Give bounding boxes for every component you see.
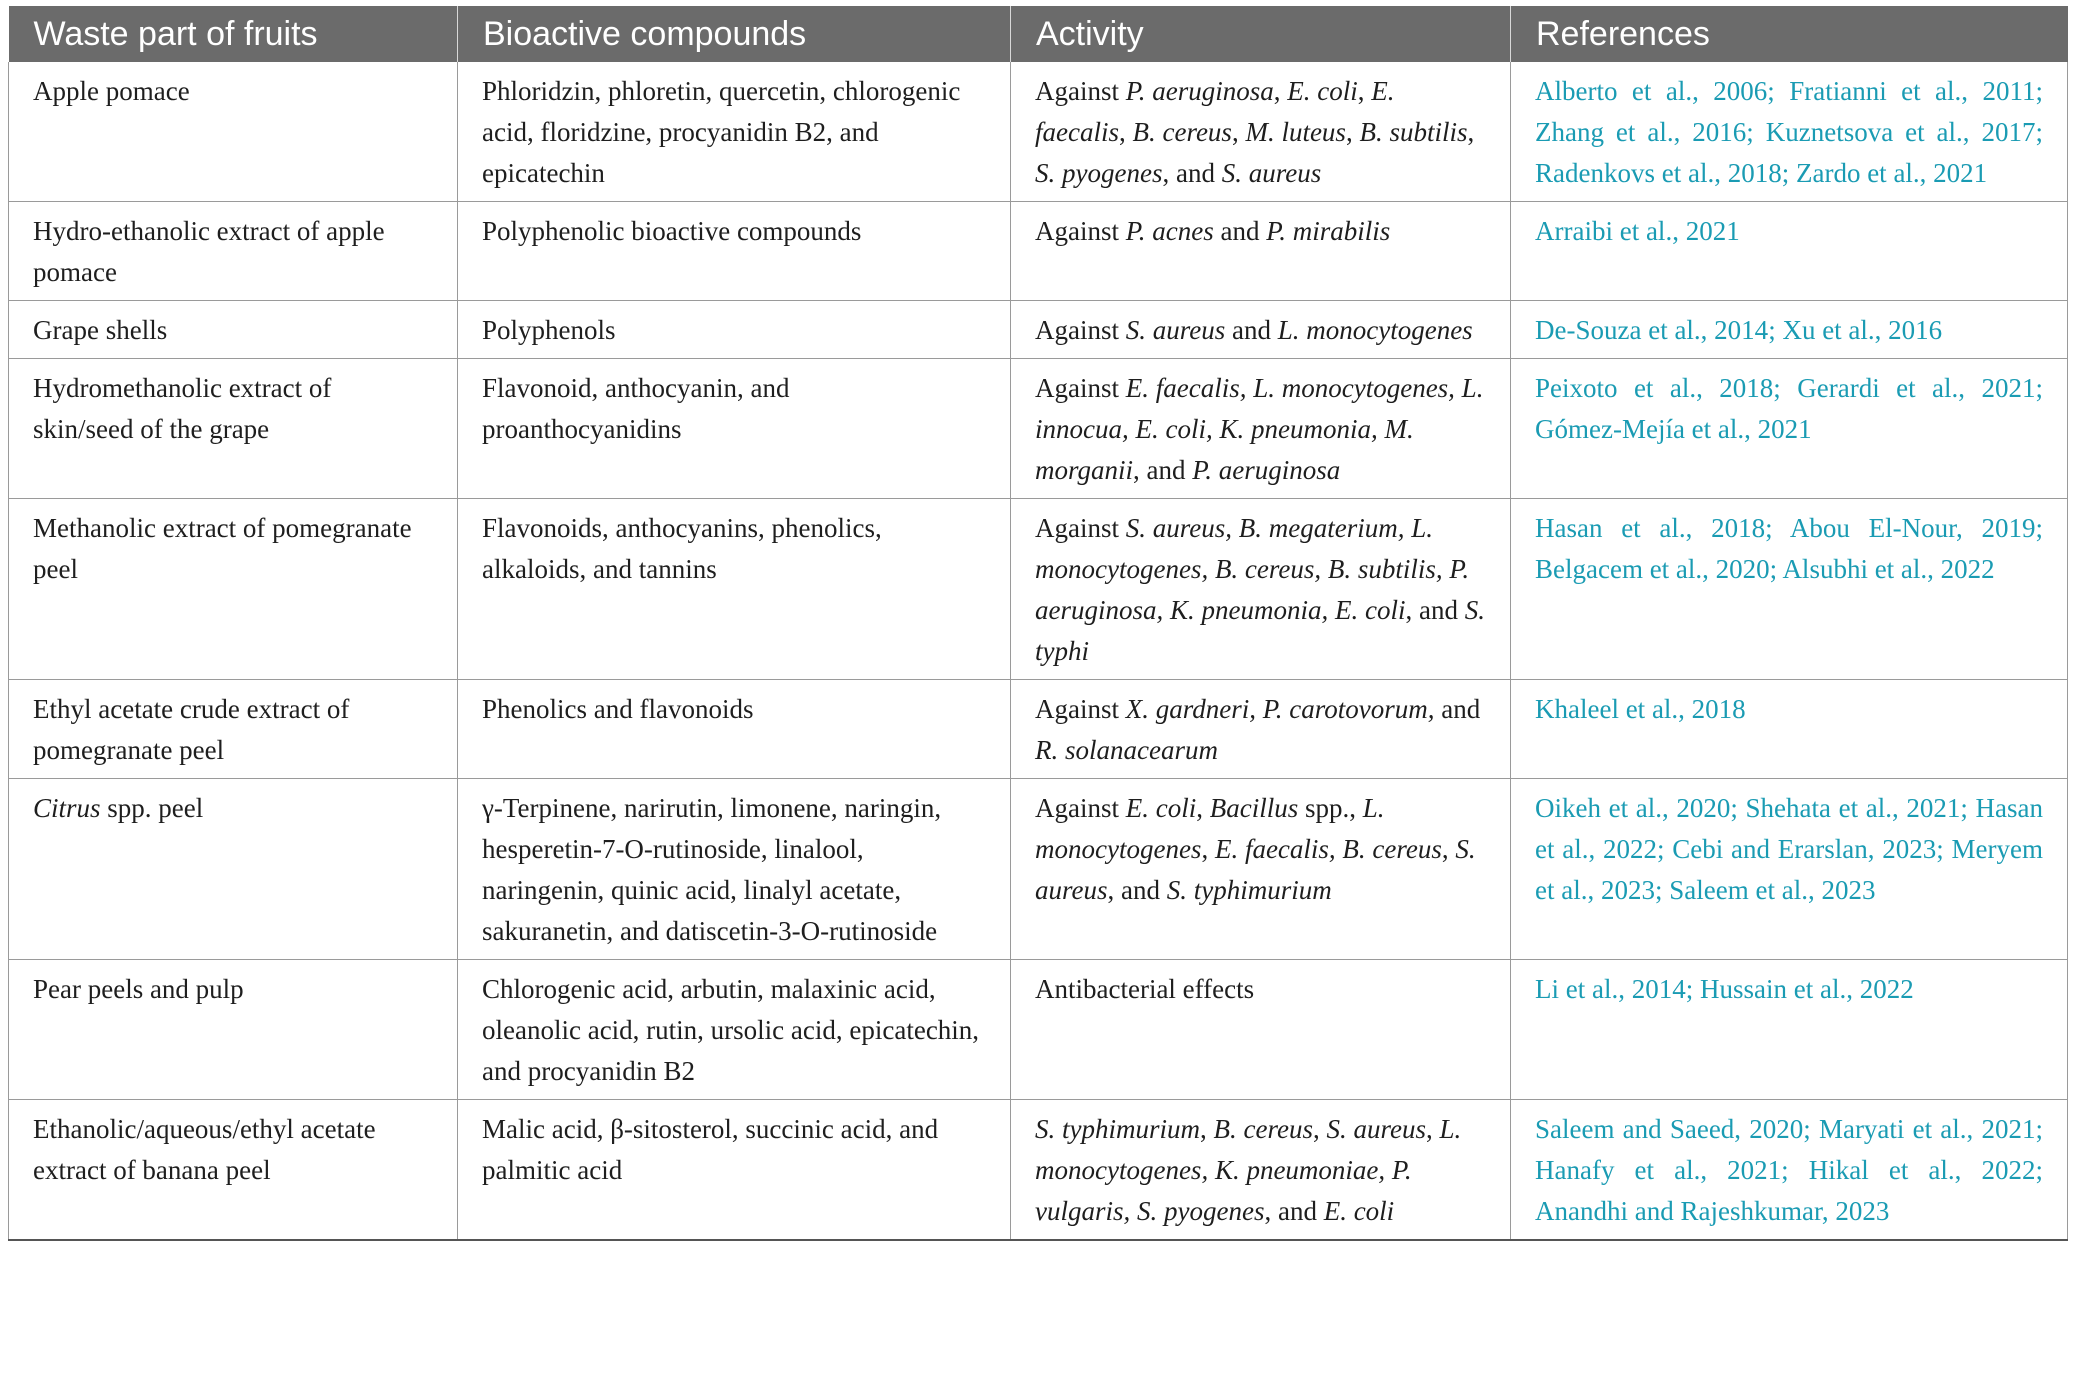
text: Polyphenols — [482, 315, 616, 345]
text: γ-Terpinene, narirutin, limonene, naringin, hesperetin-7-O-rutinoside, linalool, naringenin, quinic acid, linalyl acetate, sakuranetin, and datiscetin-3-O-rutinoside — [482, 793, 942, 946]
text: Apple pomace — [33, 76, 190, 106]
text: Flavonoids, anthocyanins, phenolics, alkaloids, and tannins — [482, 513, 882, 584]
text: , — [1441, 834, 1456, 864]
text: , — [1118, 117, 1133, 147]
text: , and — [1264, 1196, 1324, 1226]
cell-activity — [1011, 202, 1511, 301]
text: and — [1225, 315, 1278, 345]
header-row — [9, 6, 2068, 62]
text: ; — [1781, 1155, 1809, 1185]
reference-link[interactable]: Peixoto et al., 2018 — [1535, 373, 1774, 403]
text: ; — [1685, 974, 1700, 1004]
text: ; — [1657, 834, 1673, 864]
text: Against — [1035, 513, 1126, 543]
table-body — [9, 62, 2068, 1240]
text: ; — [2035, 1114, 2043, 1144]
italic-text: P. mirabilis — [1266, 216, 1391, 246]
cell-bioactive-compounds — [458, 202, 1011, 301]
table-row — [9, 62, 2068, 202]
italic-text: E. faecalis, L. monocytogenes, L. innocua, E. coli, K. pneumonia, M. morganii — [1035, 373, 1484, 485]
text: , and — [1107, 875, 1167, 905]
italic-text: S. typhi — [1035, 595, 1485, 666]
cell-activity — [1011, 359, 1511, 499]
text: Phenolics and flavonoids — [482, 694, 754, 724]
reference-link[interactable]: Hasan et al., 2022 — [1535, 793, 2043, 864]
cell-references — [1511, 779, 2068, 960]
reference-link[interactable]: Radenkovs et al., 2018 — [1535, 158, 1782, 188]
cell-activity — [1011, 960, 1511, 1100]
italic-text: B. subtilis — [1359, 117, 1468, 147]
text: ; — [1765, 513, 1790, 543]
text: , and — [1133, 455, 1193, 485]
reference-link[interactable]: Xu et al., 2016 — [1782, 315, 1943, 345]
table-row — [9, 499, 2068, 680]
text: Phloridzin, phloretin, quercetin, chlorogenic acid, floridzine, procyanidin B2, and epicatechin — [482, 76, 961, 188]
reference-link[interactable]: Cebi and Erarslan, 2023 — [1672, 834, 1937, 864]
text: ; — [1768, 315, 1783, 345]
reference-link[interactable]: Zardo et al., 2021 — [1795, 158, 1988, 188]
text: and — [1213, 216, 1267, 246]
italic-text: S. aureus — [1221, 158, 1322, 188]
italic-text: B. cereus — [1213, 1114, 1313, 1144]
text: Against — [1035, 216, 1126, 246]
cell-waste-part — [9, 62, 458, 202]
italic-text: L. monocytogenes — [1277, 315, 1473, 345]
text: ; — [1803, 1114, 1819, 1144]
header-activity: Activity — [1011, 6, 1511, 62]
cell-bioactive-compounds — [458, 960, 1011, 1100]
cell-bioactive-compounds — [458, 499, 1011, 680]
text: Chlorogenic acid, arbutin, malaxinic acid, oleanolic acid, rutin, ursolic acid, epicatechin, and procyanidin B2 — [482, 974, 980, 1086]
text: , — [1200, 1114, 1214, 1144]
cell-bioactive-compounds — [458, 359, 1011, 499]
reference-link[interactable]: Li et al., 2014 — [1535, 974, 1686, 1004]
table-row — [9, 359, 2068, 499]
italic-text: S. aureus — [1035, 834, 1476, 905]
italic-text: P. aeruginosa — [1125, 76, 1274, 106]
cell-references — [1511, 301, 2068, 359]
text: Against — [1035, 373, 1126, 403]
header-references: References — [1511, 6, 2068, 62]
reference-link[interactable]: Abou El-Nour, 2019 — [1789, 513, 2036, 543]
reference-link[interactable]: Alberto et al., 2006 — [1535, 76, 1768, 106]
reference-link[interactable]: Maryati et al., 2021 — [1818, 1114, 2036, 1144]
text: Ethanolic/aqueous/ethyl acetate extract of banana peel — [33, 1114, 376, 1185]
text: ; — [1960, 793, 1976, 823]
text: ; — [2035, 117, 2043, 147]
text: Ethyl acetate crude extract of pomegranate peel — [33, 694, 350, 765]
text: Polyphenolic bioactive compounds — [482, 216, 862, 246]
cell-references — [1511, 359, 2068, 499]
text: , — [1312, 1114, 1327, 1144]
text: Malic acid, β-sitosterol, succinic acid, and palmitic acid — [482, 1114, 939, 1185]
italic-text: Bacillus — [1209, 793, 1299, 823]
italic-text: S. aureus — [1326, 1114, 1426, 1144]
text: ; — [1773, 373, 1798, 403]
reference-link[interactable]: Hasan et al., 2018 — [1535, 513, 1766, 543]
cell-activity — [1011, 499, 1511, 680]
text: spp., — [1298, 793, 1363, 823]
cell-references — [1511, 62, 2068, 202]
italic-text: E. faecalis, B. cereus — [1214, 834, 1442, 864]
text: , and — [1162, 158, 1222, 188]
italic-text: S. aureus, B. megaterium, L. monocytogenes, B. cereus, B. subtilis, P. aeruginosa, K. pneumonia, E. coli — [1035, 513, 1470, 625]
table-row — [9, 202, 2068, 301]
reference-link[interactable]: De-Souza et al., 2014 — [1535, 315, 1769, 345]
cell-bioactive-compounds — [458, 301, 1011, 359]
cell-bioactive-compounds — [458, 680, 1011, 779]
text: spp. peel — [100, 793, 204, 823]
cell-activity — [1011, 301, 1511, 359]
cell-bioactive-compounds — [458, 62, 1011, 202]
text: ; — [1769, 554, 1783, 584]
table-row — [9, 680, 2068, 779]
text: Against — [1035, 793, 1126, 823]
italic-text: E. coli — [1287, 76, 1358, 106]
text: ; — [1654, 875, 1670, 905]
text: ; — [1781, 158, 1796, 188]
text: Hydromethanolic extract of skin/seed of the grape — [33, 373, 332, 444]
text: , — [1196, 793, 1210, 823]
italic-text: S. pyogenes — [1035, 158, 1163, 188]
text: ; — [2035, 1155, 2043, 1185]
cell-activity — [1011, 1100, 1511, 1241]
header-waste-part: Waste part of fruits — [9, 6, 458, 62]
text: , — [1231, 117, 1246, 147]
italic-text: L. monocytogenes — [1035, 793, 1385, 864]
reference-link[interactable]: Kuznetsova et al., 2017 — [1765, 117, 2036, 147]
data-table — [8, 6, 2068, 1241]
italic-text: S. typhimurium — [1035, 1114, 1200, 1144]
text: , — [1201, 834, 1215, 864]
cell-references — [1511, 960, 2068, 1100]
italic-text: S. typhimurium — [1166, 875, 1332, 905]
italic-text: L. monocytogenes, K. pneumoniae, P. vulgaris, S. pyogenes — [1035, 1114, 1462, 1226]
text: and — [1434, 694, 1481, 724]
reference-link[interactable]: Arraibi et al., 2021 — [1535, 216, 1740, 246]
reference-link[interactable]: Meryem et al., 2023 — [1535, 834, 2043, 905]
text: ; — [2035, 76, 2043, 106]
italic-text: X. gardneri, P. carotovorum, — [1125, 694, 1435, 724]
italic-text: Citrus — [33, 793, 101, 823]
reference-link[interactable]: Gerardi et al., 2021 — [1797, 373, 2036, 403]
italic-text: P. acnes — [1125, 216, 1214, 246]
cell-bioactive-compounds — [458, 779, 1011, 960]
text: , and — [1405, 595, 1465, 625]
reference-link[interactable]: Khaleel et al., 2018 — [1535, 694, 1746, 724]
cell-waste-part — [9, 301, 458, 359]
table-row — [9, 1100, 2068, 1241]
cell-waste-part — [9, 499, 458, 680]
cell-activity — [1011, 680, 1511, 779]
text: , — [1425, 1114, 1440, 1144]
table-row — [9, 301, 2068, 359]
italic-text: E. coli — [1125, 793, 1197, 823]
italic-text: B. cereus — [1132, 117, 1232, 147]
text: Against — [1035, 76, 1126, 106]
text: Flavonoid, anthocyanin, and proanthocyanidins — [482, 373, 790, 444]
text: Antibacterial effects — [1035, 974, 1255, 1004]
text: , — [1273, 76, 1288, 106]
text: Methanolic extract of pomegranate peel — [33, 513, 412, 584]
italic-text: E. coli — [1323, 1196, 1395, 1226]
reference-link[interactable]: Alsubhi et al., 2022 — [1782, 554, 1995, 584]
reference-link[interactable]: Hanafy et al., 2021 — [1535, 1155, 1782, 1185]
text: , — [1467, 117, 1475, 147]
text: ; — [2035, 373, 2043, 403]
header-bioactive-compounds: Bioactive compounds — [458, 6, 1011, 62]
reference-link[interactable]: Belgacem et al., 2020 — [1535, 554, 1770, 584]
italic-text: M. luteus — [1245, 117, 1346, 147]
cell-waste-part — [9, 202, 458, 301]
reference-link[interactable]: Hussain et al., 2022 — [1699, 974, 1914, 1004]
reference-link[interactable]: Fratianni et al., 2011 — [1789, 76, 2036, 106]
cell-references — [1511, 680, 2068, 779]
table-row — [9, 960, 2068, 1100]
reference-link[interactable]: Saleem and Saeed, 2020 — [1535, 1114, 1804, 1144]
cell-references — [1511, 499, 2068, 680]
text: , — [1357, 76, 1372, 106]
text: Against — [1035, 694, 1126, 724]
cell-waste-part — [9, 359, 458, 499]
text: ; — [2035, 513, 2043, 543]
text: ; — [1767, 76, 1790, 106]
cell-activity — [1011, 62, 1511, 202]
cell-waste-part — [9, 960, 458, 1100]
italic-text: R. solanacearum — [1035, 735, 1218, 765]
reference-link[interactable]: Anandhi and Rajeshkumar, 2023 — [1535, 1196, 1890, 1226]
cell-waste-part — [9, 1100, 458, 1241]
cell-activity — [1011, 779, 1511, 960]
reference-link[interactable]: Hikal et al., 2022 — [1808, 1155, 2036, 1185]
text: , — [1345, 117, 1360, 147]
reference-link[interactable]: Oikeh et al., 2020 — [1535, 793, 1731, 823]
cell-references — [1511, 202, 2068, 301]
italic-text: P. aeruginosa — [1192, 455, 1341, 485]
text: Against — [1035, 315, 1126, 345]
italic-text: S. aureus — [1125, 315, 1226, 345]
reference-link[interactable]: Saleem et al., 2023 — [1669, 875, 1876, 905]
text: ; — [1730, 793, 1746, 823]
italic-text: E. faecalis — [1035, 76, 1395, 147]
reference-link[interactable]: Shehata et al., 2021 — [1745, 793, 1961, 823]
cell-waste-part — [9, 680, 458, 779]
cell-waste-part — [9, 779, 458, 960]
text: Hydro-ethanolic extract of apple pomace — [33, 216, 385, 287]
cell-bioactive-compounds — [458, 1100, 1011, 1241]
reference-link[interactable]: Gómez-Mejía et al., 2021 — [1535, 414, 1812, 444]
text: ; — [1746, 117, 1766, 147]
text: ; — [1936, 834, 1952, 864]
text: Pear peels and pulp — [33, 974, 244, 1004]
reference-link[interactable]: Zhang et al., 2016 — [1535, 117, 1747, 147]
cell-references — [1511, 1100, 2068, 1241]
text: Grape shells — [33, 315, 168, 345]
table-row — [9, 779, 2068, 960]
